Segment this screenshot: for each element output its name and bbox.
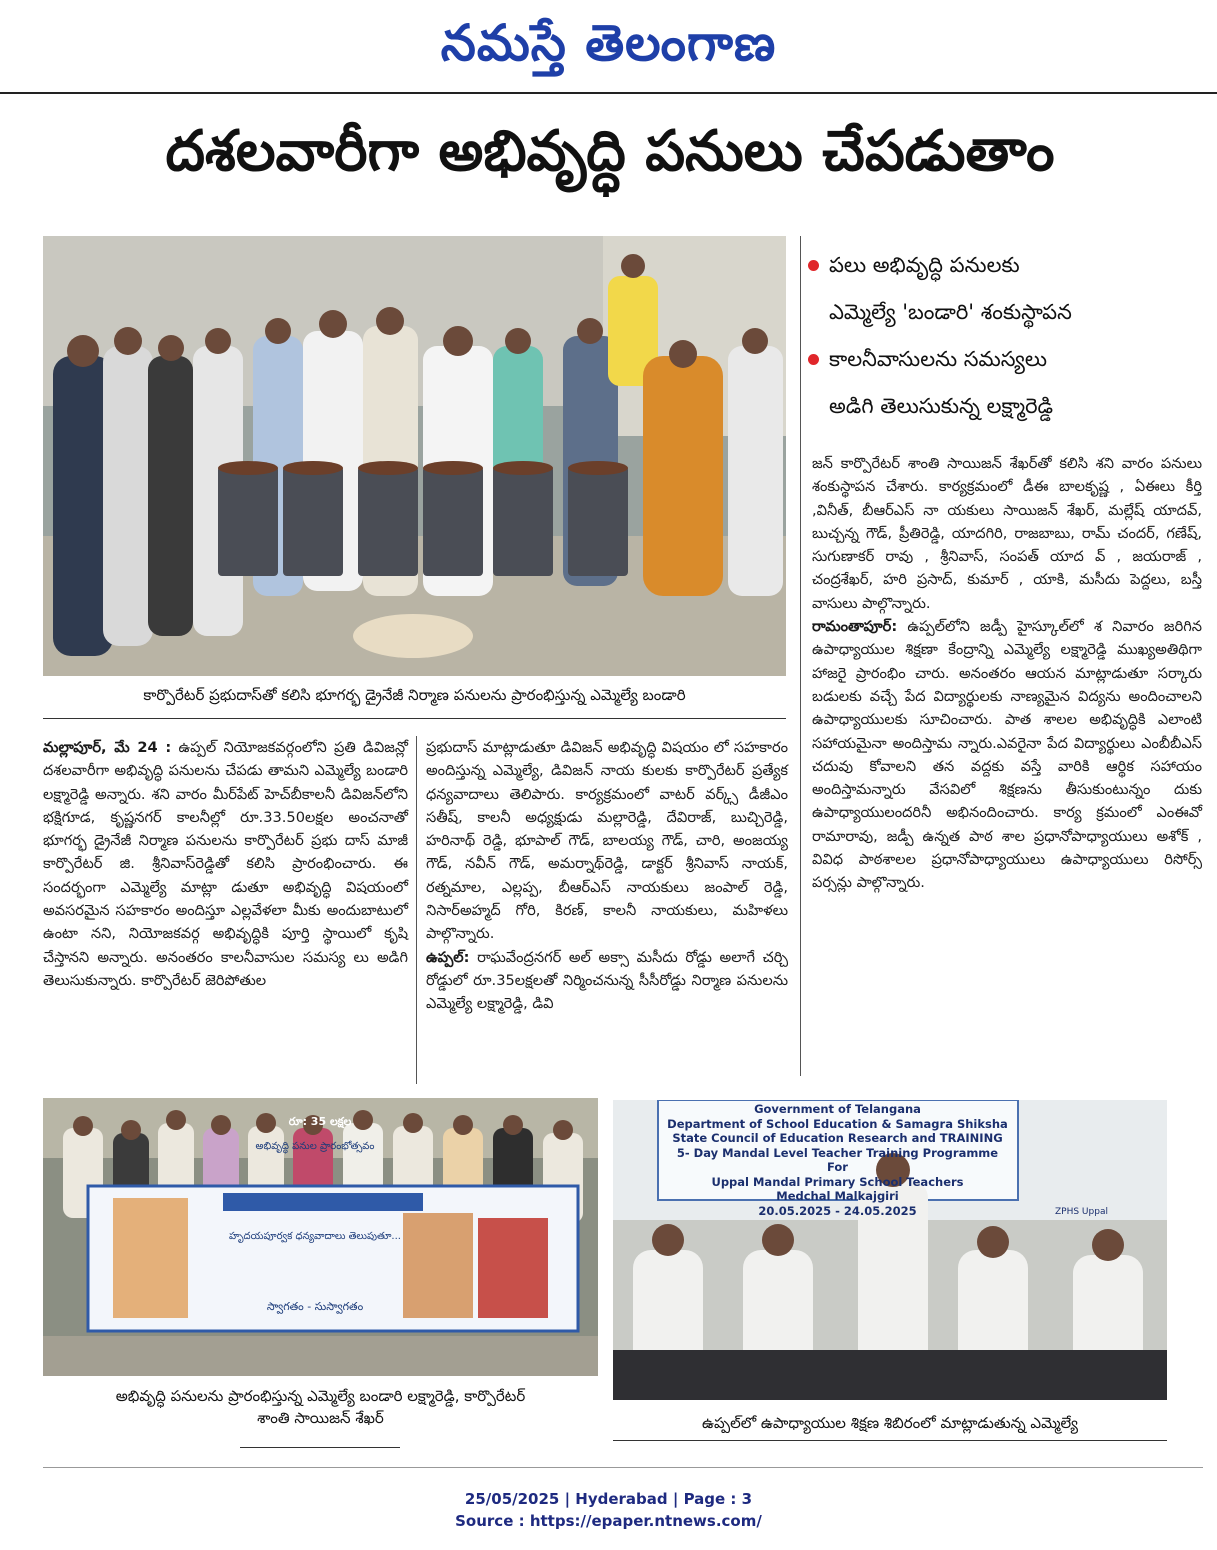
banner-line: 20.05.2025 - 24.05.2025 [758, 1203, 917, 1218]
highlight-text: పలు అభివృద్ధి పనులకు [829, 253, 1020, 277]
banner-line: Medchal Malkajgiri [776, 1189, 899, 1203]
highlight-item [808, 242, 1203, 289]
column-divider [800, 236, 801, 1076]
article-text: జన్ కార్పొరేటర్ శాంతి సాయిజన్ శేఖర్‌తో కలిసి శని వారం పనులు శంకుస్థాపన చేశారు. కార్యక్రమంలో డీఈ బాలకృష్ణ , ఏఈలు కీర్తి ,వినీత్, బీఆర్ఎస్ నా యకులు సాయిజన్ శేఖర్, మల్లేష్ యాదవ్, బుచ్చన్న గౌడ్, ప్రీతిరెడ్డి, యాదగిరి, రాజబాబు, రామ్ చందర్, గణేష్, సుగుణాకర్ రావు , శ్రీనివాస్, సంపత్ యాద వ్ , జయరాజ్ , చంద్రశేఖర్, హరి ప్రసాద్, కుమార్ , యాకి, మసీదు పెద్దలు, బస్తీ వాసులు పాల్గొన్నారు. [812, 455, 1202, 612]
footer-date-page: 25/05/2025 | Hyderabad | Page : 3 [464, 1490, 753, 1508]
photo-training-caption: ఉప్పల్‌లో ఉపాధ్యాయుల శిక్షణ శిబిరంలో మాట్లాడుతున్న ఎమ్మెల్యే [702, 1414, 1078, 1432]
highlight-text: కాలనీవాసులను సమస్యలు [829, 347, 1048, 371]
banner-line: Department of School Education & Samagra Shiksha [667, 1116, 1008, 1131]
red-bullet-icon [808, 354, 819, 365]
banner-line: అభివృద్ధి పనుల ప్రారంభోత్సవం [255, 1141, 375, 1152]
banner-line: Uppal Mandal Primary School Teachers [711, 1174, 964, 1189]
banner-line: Government of Telangana [754, 1102, 921, 1116]
banner-thanks: హృదయపూర్వక ధన్యవాదాలు తెలుపుతూ... [229, 1231, 401, 1242]
subhead-ramanthapur: రామంతాపూర్: [812, 618, 898, 636]
article-text: ఉప్పల్ నియోజకవర్గంలోని ప్రతి డివిజన్లో దశలవారీగా అభివృద్ధి పనులను చేపడు తామని ఎమ్మెల్యే బండారి లక్ష్మారెడ్డి అన్నారు. శని వారం మీర్‌పేట్ హెచ్‌బీకాలనీ డివిజన్‌లోని భక్షిగూడ, కృష్ణనగర్ కాలనీల్లో రూ.33.50లక్షల అంచనాతో భూగర్భ డ్రైనేజీ నిర్మాణ పనులను కార్పొరేటర్ ప్రభు దాస్ మాజీ కార్పొరేటర్ జి. శ్రీనివాస్‌రెడ్డితో కలిసి ప్రారంభించారు. ఈ సందర్భంగా ఎమ్మెల్యే మాట్లా డుతూ అభివృద్ధి విషయంలో అవసరమైన సహకారం అందిస్తూ ఎల్లవేళలా మీకు అందుబాటులో ఉంటా నని, నియోజకవర్గ అభివృద్ధికి పూర్తి స్థాయిలో కృషి చేస్తానని అన్నారు. అనంతరం కాలనీవాసుల సమస్య లు అడిగి తెలుసుకున్నారు. కార్పొరేటర్ జెరిపోతుల [43, 739, 409, 989]
banner-amount: రూ: 35 లక్షల [288, 1115, 352, 1128]
article-column-3 [812, 452, 1202, 895]
footer-divider [43, 1467, 1203, 1468]
subhead-uppal: ఉప్పల్: [426, 948, 470, 966]
photo-ceremony [43, 236, 786, 676]
banner-line: State Council of Education Research and TRAINING [672, 1131, 1003, 1145]
headline: దశలవారీగా అభివృద్ధి పనులు చేపడుతాం [165, 119, 1055, 184]
article-column-1 [43, 736, 408, 992]
banner-welcome: స్వాగతం - సుస్వాగతం [266, 1300, 364, 1313]
caption-divider [613, 1440, 1167, 1441]
caption-divider [240, 1447, 400, 1448]
banner-corner: ZPHS Uppal [1055, 1207, 1108, 1217]
banner-line: For [827, 1160, 848, 1174]
caption-line: శాంతి సాయిజన్ శేఖర్ [257, 1409, 384, 1427]
highlight-item [808, 336, 1203, 383]
footer-source-link[interactable]: Source : https://epaper.ntnews.com/ [455, 1512, 762, 1530]
highlights-box [808, 242, 1203, 430]
photo-ceremony-caption: కార్పొరేటర్ ప్రభుదాస్‌తో కలిసి భూగర్భ డ్రైనేజీ నిర్మాణ పనులను ప్రారంభిస్తున్న ఎమ్మెల్యే బండారి [143, 686, 686, 704]
caption-divider [43, 718, 786, 719]
article-text: రాఘవేంద్రనగర్ అల్ అక్సా మసీదు రోడ్డు అలాగే చర్చి రోడ్డులో రూ.35లక్షలతో నిర్మించనున్న సీసీరోడ్డు నిర్మాణ పనులను ఎమ్మెల్యే లక్ష్మారెడ్డి, డివి [426, 948, 789, 1013]
highlight-text: అడిగి తెలుసుకున్న లక్ష్మారెడ్డి [829, 394, 1054, 418]
article-text: ప్రభుదాస్ మాట్లాడుతూ డివిజన్ అభివృద్ధి విషయం లో సహకారం అందిస్తున్న ఎమ్మెల్యే, డివిజన్ నాయ కులకు కార్పొరేటర్ ప్రత్యేక ధన్యవాదాలు తెలిపారు. కార్యక్రమంలో వాటర్ వర్క్స్ డీజీఎం సతీష్, కాలనీ అధ్యక్షుడు మల్లారెడ్డి, దేవిరాజ్, బుచ్చిరెడ్డి, హరినాథ్ రెడ్డి, భూపాల్ గౌడ్, బాలయ్య గౌడ్, చారి, అంజయ్య గౌడ్, నవీన్ గౌడ్, అమర్నాథ్‌రెడ్డి, డాక్టర్ శ్రీనివాస్ నాయక్, రత్నమాల, ఎల్లప్ప, బీఆర్ఎస్ నాయకులు జంపాల్ రెడ్డి, నిసార్‌అహ్మద్ గోరి, కిరణ్, కాలనీ నాయకులు, మహిళలు పాల్గొన్నారు. [426, 739, 788, 943]
masthead-divider [0, 92, 1217, 94]
training-banner [660, 1102, 1015, 1218]
banner-line: 5- Day Mandal Level Teacher Training Programme [676, 1145, 999, 1160]
dateline: మల్లాపూర్, మే 24 : [43, 739, 172, 756]
photo-banner-caption [43, 1385, 598, 1429]
red-bullet-icon [808, 260, 819, 271]
highlight-text: ఎమ్మెల్యే 'బండారి' శంకుస్థాపన [829, 300, 1072, 324]
caption-line: అభివృద్ధి పనులను ప్రారంభిస్తున్న ఎమ్మెల్యే బండారి లక్ష్మారెడ్డి, కార్పొరేటర్ [115, 1387, 526, 1405]
column-divider [416, 736, 417, 1084]
article-text: ఉప్పల్‌లోని జడ్పీ హైస్కూల్‌లో శ నివారం జరిగిన ఉపాధ్యాయుల శిక్షణా కేంద్రాన్ని ఎమ్మెల్యే లక్ష్మారెడ్డి ముఖ్యఅతిథిగా హాజరై ప్రారంభిం చారు. అనంతరం ఆయన మాట్లాడుతూ సర్కారు బడులకు వచ్చే పేద విద్యార్థులకు నాణ్యమైన విద్యను అందించాలని ఉపాధ్యాయులకు సూచించారు. పాత శాలల అభివృద్ధికి ఎలాంటి సహాయమైనా అందిస్తామ న్నారు.ఎవరైనా పేద విద్యార్థులు ఎంబీబీఎస్ చదువు కోవాలని తన వద్దకు వస్తే వారికి ఆర్థిక సహాయం అందిస్తామన్నారు వేసవిలో శిక్షణను తీసుకుంటున్నం దుకు ఉపాధ్యాయులందరినీ అభినందించారు. కార్య క్రమంలో ఎంఈవో రామారావు, జడ్పీ ఉన్నత పాఠ శాల ప్రధానోపాధ్యాయులు అశోక్ , వివిధ పాఠశాలల ప్రధానోపాధ్యాయులు ఉపాధ్యాయులు రిసోర్స్ పర్సన్లు పాల్గొన్నారు. [812, 618, 1203, 892]
article-column-2 [426, 736, 788, 1016]
masthead-logo: నమస్తే తెలంగాణ [440, 13, 777, 72]
